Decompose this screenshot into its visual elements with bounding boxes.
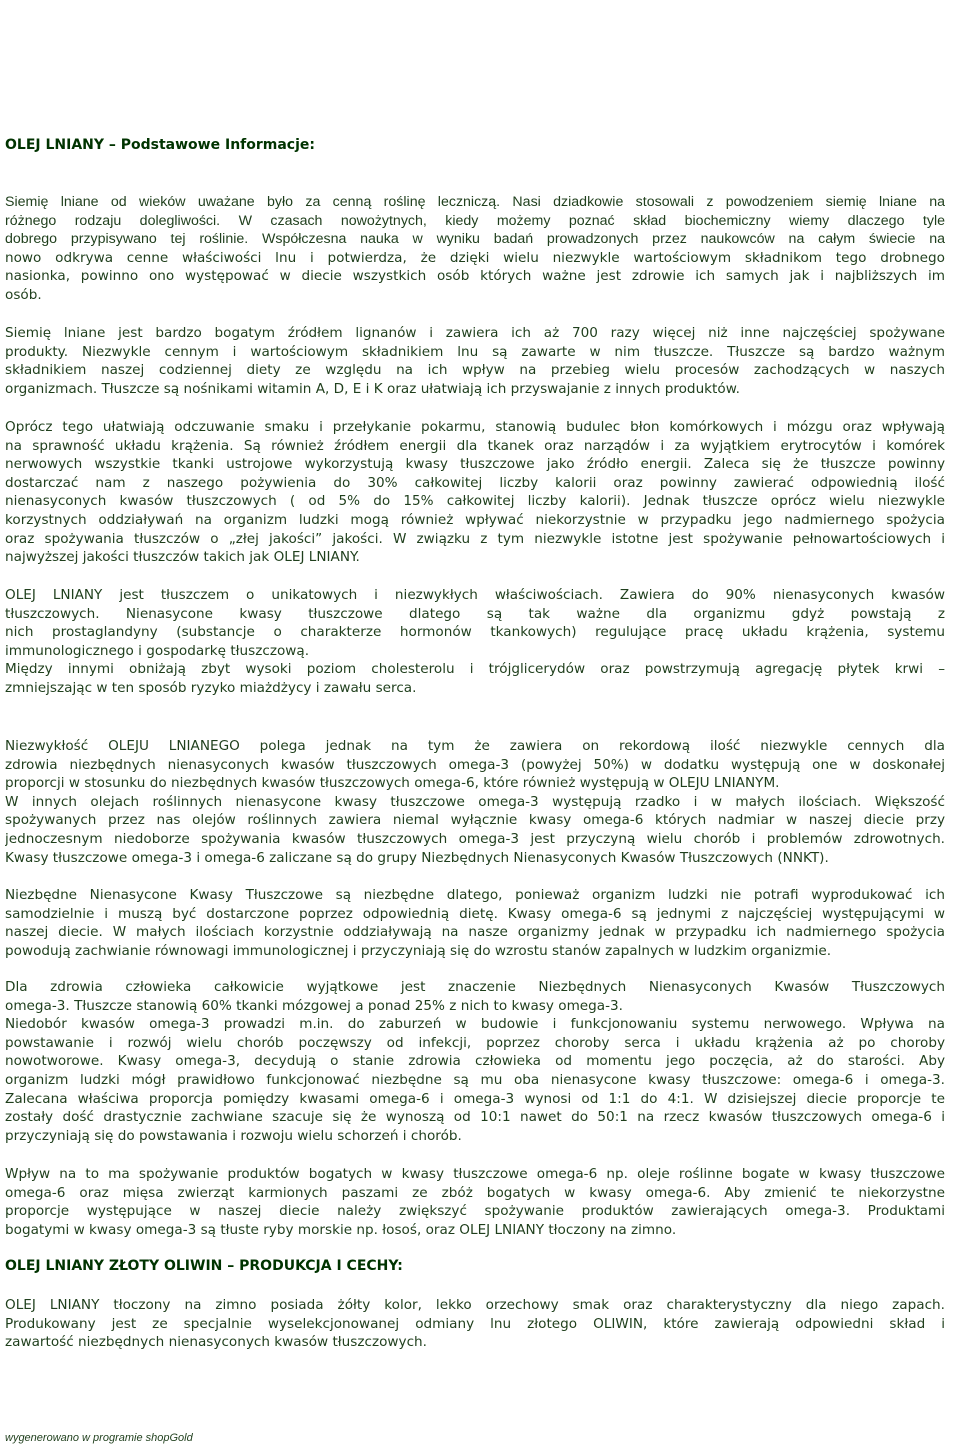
paragraph-line: osób. bbox=[5, 286, 42, 303]
paragraph-line: samodzielnie i muszą być dostarczone poprzez odpowiednią dietę. Kwasy omega-6 są jednymi z najczęściej występującymi w bbox=[5, 905, 945, 922]
paragraph-8 bbox=[5, 1165, 945, 1239]
paragraph-line: produkty. Niezwykle cennym i wartościowym składnikiem lnu są zawarte w nim tłuszcze. Tłuszcze są bardzo ważnym bbox=[5, 343, 945, 360]
paragraph-line: Między innymi obniżają zbyt wysoki poziom cholesterolu i trójglicerydów oraz powstrzymują agregację płytek krwi – bbox=[5, 661, 945, 678]
paragraph-line: Oprócz tego ułatwiają odczuwanie smaku i przełykanie pokarmu, stanowią budulec błon komórkowych i mózgu oraz wpływają bbox=[5, 419, 945, 435]
paragraph-line: nowo odkrywa cenne właściwości lnu i potwierdza, że dzięki wielu niezwykle wartościowym składnikom tego drobnego bbox=[5, 249, 945, 266]
paragraph-line: nich prostaglandyny (substancje o charakterze hormonów tkankowych) regulujące pracę układu krążenia, systemu bbox=[5, 624, 945, 641]
paragraph-line: zdrowia niezbędnych nienasyconych kwasów tłuszczowych omega-3 (powyżej 50%) w dodatku występują one w doskonałej bbox=[5, 756, 945, 773]
paragraph-line: składnikiem naszej codziennej diety ze względu na ich wpływ na przebieg wielu procesów zachodzących w naszych bbox=[5, 362, 945, 379]
paragraph-line: zostały dość drastycznie zachwiane szacuje się że wynoszą od 10:1 nawet do 50:1 na rzecz kwasów tłuszczowych omega-6 i bbox=[5, 1109, 945, 1126]
paragraph-line: dostarczać nam z naszego pożywienia do 30% całkowitej liczby kalorii oraz powinny zawierać odpowiednią ilość bbox=[5, 474, 945, 491]
paragraph-line: powstawanie i rozwój wielu chorób poczęwszy od infekcji, poprzez choroby serca i układu krążenia aż po choroby bbox=[5, 1034, 945, 1051]
paragraph-line: zawartość niezbędnych nienasyconych kwasów tłuszczowych. bbox=[5, 1334, 427, 1351]
paragraph-line: OLEJ LNIANY jest tłuszczem o unikatowych i niezwykłych właściwościach. Zawiera do 90% nienasyconych kwasów bbox=[5, 587, 945, 603]
paragraph-line: nerwowych wszystkie tkanki ustrojowe wykorzystują kwasy tłuszczowe jako źródło energii. Zaleca się że tłuszcze powinny bbox=[5, 456, 945, 473]
paragraph-line: na sprawność układu krążenia. Są również źródłem energii dla tkanek oraz narządów i za wyjątkiem erytrocytów i komórek bbox=[5, 437, 945, 454]
paragraph-line: zmniejszając w ten sposób ryzyko miażdżycy i zawału serca. bbox=[5, 679, 417, 696]
paragraph-line: immunologicznego i gospodarkę tłuszczową. bbox=[5, 642, 310, 659]
paragraph-line: spożywanych przez nas olejów roślinnych zawiera niemal wyłącznie kwasy omega-6 których nadmiar w naszej diecie przy bbox=[5, 812, 945, 829]
paragraph-line: Siemię lniane jest bardzo bogatym źródłem lignanów i zawiera ich aż 700 razy więcej niż inne najczęściej spożywane bbox=[5, 325, 945, 341]
paragraph-line: nowotworowe. Kwasy omega-3, decydują o stanie zdrowia człowieka od momentu jego poczęcia, aż do starości. Aby bbox=[5, 1053, 945, 1070]
paragraph-line: nasionka, powinno ono występować w diecie wszystkich osób których ważne jest zdrowie ich samych jak i najbliższych im bbox=[5, 268, 945, 285]
paragraph-line: oraz spożywania tłuszczów o „złej jakości” jakości. W związku z tym niezwykle istotne jest spożywanie pełnowartościowych i bbox=[5, 530, 945, 547]
paragraph-line: organizmach. Tłuszcze są nośnikami witamin A, D, E i K oraz ułatwiają ich przyswajanie z innych produktów. bbox=[5, 380, 740, 397]
paragraph-1 bbox=[5, 193, 945, 305]
paragraph-line: Siemię lniane od wieków uważane było za cenną roślinę leczniczą. Nasi dziadkowie stosowali z powodzeniem siemię lniane na bbox=[5, 194, 945, 210]
paragraph-line: dobrego przypisywano tej roślinie. Współczesna nauka w wyniku badań prowadzonych przez naukowców na całym świecie na bbox=[5, 231, 945, 248]
footer-generator-note: wygenerowano w programie shopGold bbox=[5, 1432, 193, 1444]
paragraph-4 bbox=[5, 586, 945, 698]
paragraph-6 bbox=[5, 886, 945, 960]
paragraph-2 bbox=[5, 324, 945, 398]
paragraph-line: powodują zachwianie równowagi immunologicznej i przyczyniają się do wzrostu stanów zapalnych w ludzkim organizmie. bbox=[5, 942, 832, 959]
paragraph-line: Niedobór kwasów omega-3 prowadzi m.in. do zaburzeń w budowie i funkcjonowaniu systemu nerwowego. Wpływa na bbox=[5, 1016, 945, 1033]
paragraph-line: omega-3. Tłuszcze stanowią 60% tkanki mózgowej a ponad 25% z nich to kwasy omega-3. bbox=[5, 997, 624, 1014]
paragraph-line: Produkowany jest ze specjalnie wyselekcjonowanej odmiany lnu złotego OLIWIN, które zawierają odpowiedni skład i bbox=[5, 1315, 945, 1332]
paragraph-line: Niezwykłość OLEJU LNIANEGO polega jednak na tym że zawiera on rekordową ilość niezwykle cennych dla bbox=[5, 738, 945, 754]
heading-basic-info: OLEJ LNIANY – Podstawowe Informacje: bbox=[5, 137, 315, 153]
paragraph-line: korzystnych oddziaływań na organizm ludzki mogą również wpływać niekorzystnie w przypadku jego nadmiernego spożycia bbox=[5, 511, 945, 528]
heading-production: OLEJ LNIANY ZŁOTY OLIWIN – PRODUKCJA I CECHY: bbox=[5, 1258, 403, 1274]
paragraph-line: bogatymi w kwasy omega-3 są tłuste ryby morskie np. łosoś, oraz OLEJ LNIANY tłoczony na zimno. bbox=[5, 1221, 677, 1238]
paragraph-line: Dla zdrowia człowieka całkowicie wyjątkowe jest znaczenie Niezbędnych Nienasyconych Kwasów Tłuszczowych bbox=[5, 979, 945, 995]
paragraph-line: OLEJ LNIANY tłoczony na zimno posiada żółty kolor, lekko orzechowy smak oraz charakterystyczny dla niego zapach. bbox=[5, 1297, 945, 1313]
paragraph-line: Zalecana właściwa proporcja pomiędzy kwasami omega-6 i omega-3 wynosi od 1:1 do 4:1. W dzisiejszej diecie proporcje te bbox=[5, 1090, 945, 1107]
paragraph-line: Niezbędne Nienasycone Kwasy Tłuszczowe są niezbędne dlatego, ponieważ organizm ludzki nie potrafi wyprodukować ich bbox=[5, 887, 945, 903]
paragraph-7 bbox=[5, 978, 945, 1145]
paragraph-5 bbox=[5, 737, 945, 867]
paragraph-line: proporcji w stosunku do niezbędnych kwasów tłuszczowych omega-6, które również występują w OLEJU LNIANYM. bbox=[5, 775, 780, 792]
paragraph-line: proporcje występujące w naszej diecie należy zwiększyć spożywanie produktów zawierających omega-3. Produktami bbox=[5, 1203, 945, 1220]
paragraph-line: tłuszczowych. Nienasycone kwasy tłuszczowe dlatego są tak ważne dla organizmu gdyż powstają z bbox=[5, 605, 945, 622]
paragraph-line: Kwasy tłuszczowe omega-3 i omega-6 zaliczane są do grupy Niezbędnych Nienasyconych Kwasów Tłuszczowych (NNKT). bbox=[5, 849, 829, 866]
paragraph-line: najwyższej jakości tłuszczów takich jak OLEJ LNIANY. bbox=[5, 549, 360, 566]
paragraph-line: organizm ludzki mógł prawidłowo funkcjonować niezbędne są mu oba nienasycone kwasy tłuszczowe: omega-6 i omega-3. bbox=[5, 1071, 945, 1088]
paragraph-line: różnego rodzaju dolegliwości. W czasach nowożytnych, kiedy możemy poznać skład biochemiczny wiemy dlaczego tyle bbox=[5, 212, 945, 229]
paragraph-line: Wpływ na to ma spożywanie produktów bogatych w kwasy tłuszczowe omega-6 np. oleje roślinne bogate w kwasy tłuszczowe bbox=[5, 1166, 945, 1182]
paragraph-line: jednoczesnym niedoborze spożywania kwasów tłuszczowych omega-3 jest przyczyną wielu chorób i problemów zdrowotnych. bbox=[5, 830, 945, 847]
paragraph-line: naszej diecie. W małych ilościach korzystnie oddziaływają na nasze organizmy jednak w przypadku ich nadmiernego spożycia bbox=[5, 924, 945, 941]
paragraph-line: nienasyconych kwasów tłuszczowych ( od 5% do 15% całkowitej liczby kalorii). Jednak tłuszcze oprócz wielu niezwykle bbox=[5, 493, 945, 510]
paragraph-9 bbox=[5, 1296, 945, 1352]
paragraph-line: W innych olejach roślinnych nienasycone kwasy tłuszczowe omega-3 występują rzadko i w małych ilościach. Większość bbox=[5, 793, 945, 810]
paragraph-3 bbox=[5, 418, 945, 567]
paragraph-line: przyczyniają się do powstawania i rozwoju wielu schorzeń i chorób. bbox=[5, 1127, 462, 1144]
paragraph-line: omega-6 oraz mięsa zwierząt karmionych paszami ze zbóż bogatych w kwasy omega-6. Aby zmienić te niekorzystne bbox=[5, 1184, 945, 1201]
